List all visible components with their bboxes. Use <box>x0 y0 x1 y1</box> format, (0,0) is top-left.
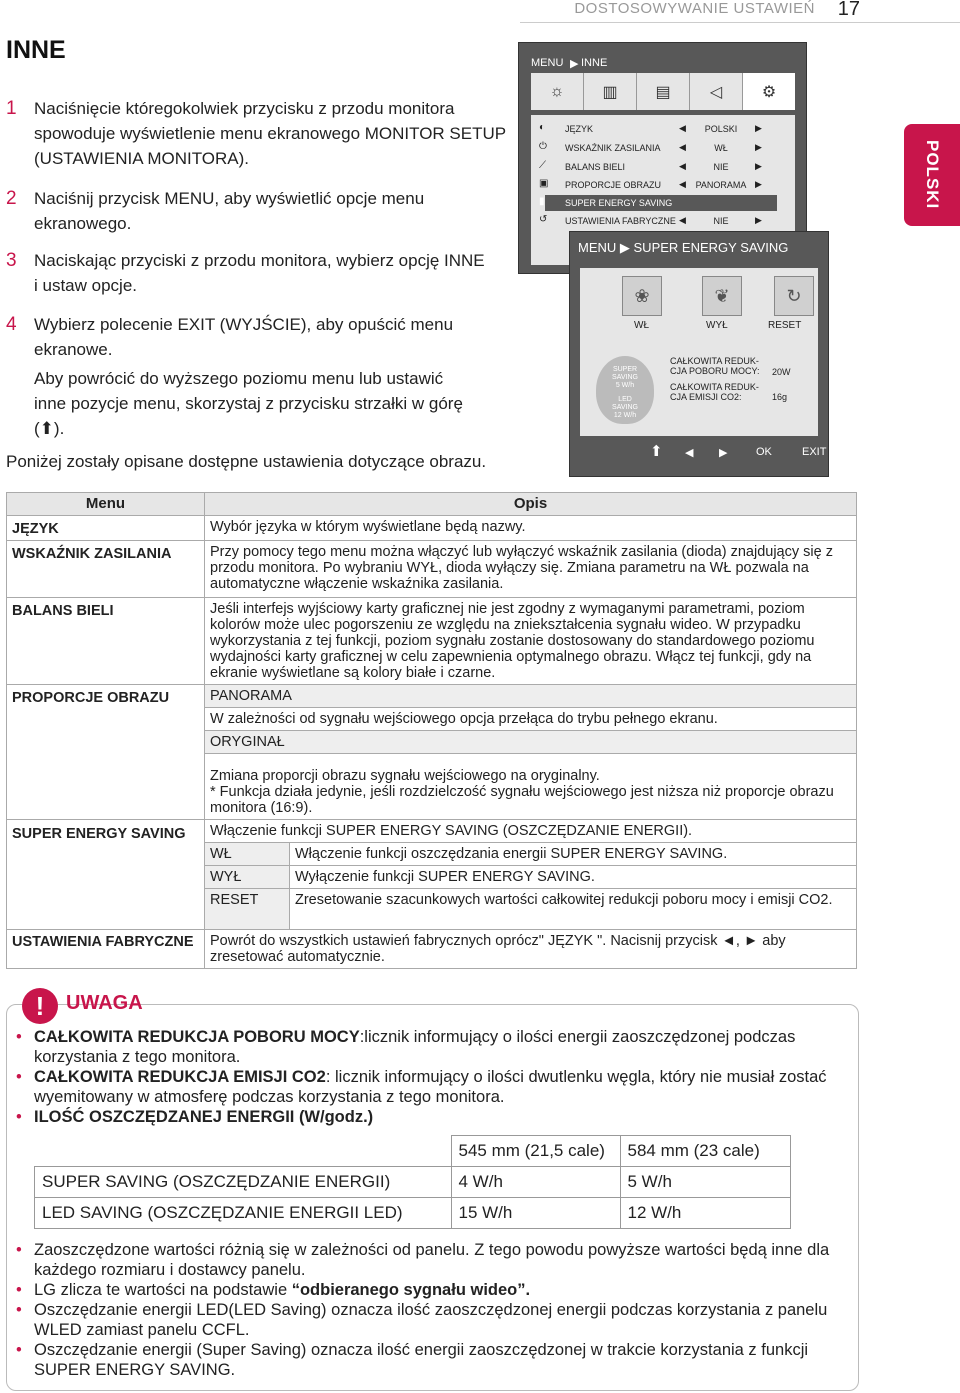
ses-off-label: WYŁ <box>706 320 728 331</box>
caution-title: UWAGA <box>66 992 143 1014</box>
osd-row-value: WŁ <box>714 143 728 153</box>
menu-cell: BALANS BIELI <box>7 598 205 685</box>
osd-path-menu: MENU <box>578 240 617 255</box>
step-text: Naciśnięcie któregokolwiek przycisku z przodu monitora spowoduje wyświetlenie menu ekranowego MONITOR SETUP (USTAWIENIA MONITORA). <box>34 99 506 168</box>
bullet-rest: :licznik informujący o ilości energii zaoszczędzonej podczas korzystania z tego monitora. <box>34 1028 796 1066</box>
table-cell: 4 W/h <box>451 1167 620 1198</box>
exit-button[interactable]: EXIT <box>802 446 827 458</box>
sub-value: Wyłączenie funkcji SUPER ENERGY SAVING. <box>290 866 857 889</box>
language-tab-label: POLSKI <box>923 140 942 210</box>
osd-row-fabryczne[interactable] <box>531 213 795 229</box>
bullet-text: Oszczędzanie energii (Super Saving) oznacza ilość energii zaoszczędzonej w trakcie korzystania z funkcji SUPER ENERGY SAVING. <box>34 1341 809 1379</box>
osd-ses-panel <box>580 268 818 436</box>
language-icon: ◐ <box>539 122 546 133</box>
ses-reset-icon[interactable]: ↻ <box>774 276 814 316</box>
bullet-item <box>16 1107 846 1127</box>
empty-cell <box>35 1136 452 1167</box>
header-rule <box>520 22 960 23</box>
arrow-left-icon[interactable]: ◀ <box>679 142 686 152</box>
menu-cell: USTAWIENIA FABRYCZNE <box>7 930 205 969</box>
osd-row-value: PANORAMA <box>695 180 747 190</box>
arrow-left-icon[interactable]: ◀ <box>679 123 686 133</box>
bullet-icon: • <box>16 1068 22 1086</box>
sub-key: WYŁ <box>205 866 290 889</box>
step-number: 4 <box>6 314 17 335</box>
osd-row-label: USTAWIENIA FABRYCZNE <box>565 216 676 226</box>
option-cell: PANORAMA <box>205 685 857 708</box>
bullet-rest: : licznik informujący o ilości dwutlenku węgla, który nie musiał zostać wyemitowany w atmosferę podczas korzystania z tego monitora. <box>34 1068 827 1106</box>
leaf-text: 5 W/h <box>615 382 635 389</box>
arrow-right-icon[interactable]: ▶ <box>719 447 728 459</box>
desc-cell: W zależności od sygnału wejściowego opcja przełąca do trybu pełnego ekranu. <box>205 708 857 731</box>
table-row <box>205 866 856 889</box>
desc-cell <box>205 820 857 930</box>
energy-table <box>34 1135 791 1229</box>
bullet-icon: • <box>16 1281 22 1299</box>
leaf-text: 12 W/h <box>613 412 637 419</box>
ses-subtable <box>205 842 856 929</box>
osd-row-label: PROPORCJE OBRAZU <box>565 180 662 190</box>
osd-breadcrumb <box>578 240 788 256</box>
bullet-item <box>16 1280 846 1300</box>
step-text: Naciskając przyciski z przodu monitora, wybierz opcję INNE i ustaw opcje. <box>34 251 485 295</box>
table-row <box>35 1136 791 1167</box>
bullet-icon: • <box>16 1301 22 1319</box>
stat-power-label: CAŁKOWITA REDUK-CJA POBORU MOCY: <box>670 356 760 376</box>
bullet-item <box>16 1340 846 1380</box>
desc-cell: Przy pomocy tego menu można włączyć lub wyłączyć wskaźnik zasilania (dioda) znajdujący się z przodu monitora. Po wybraniu WYŁ, dioda wyłączy się. Zmiana parametru na WŁ pozwala na automatyczne włączenie wskaźnika zasilania. <box>205 541 857 598</box>
step-text: Naciśnij przycisk MENU, aby wyświetlić opcje menu ekranowego. <box>34 189 425 233</box>
osd-row-label: WSKAŹNIK ZASILANIA <box>565 143 661 153</box>
bullet-item <box>16 1027 846 1067</box>
desc-cell <box>205 754 857 820</box>
step-text: Aby powrócić do wyższego poziomu menu lub ustawić inne pozycje menu, skorzystaj z przycisku strzałki w górę (⬆). <box>34 369 463 438</box>
chevron-right-icon: ▶ <box>619 240 634 255</box>
step-number: 2 <box>6 188 17 209</box>
arrow-left-icon[interactable]: ◀ <box>679 179 686 189</box>
osd-path-ses: SUPER ENERGY SAVING <box>633 240 789 255</box>
picture-icon[interactable]: ▤ <box>637 73 690 110</box>
chevron-right-icon: ▶ <box>570 58 579 70</box>
osd-row-jezyk[interactable] <box>531 121 795 137</box>
bullet-icon: • <box>16 1341 22 1359</box>
header-title: DOSTOSOWYWANIE USTAWIEŃ <box>574 0 815 17</box>
settings-table <box>6 492 857 969</box>
step-2 <box>6 186 506 236</box>
step-3 <box>6 248 486 298</box>
table-row <box>7 516 857 541</box>
bullet-bold: CAŁKOWITA REDUKCJA POBORU MOCY <box>34 1028 360 1046</box>
arrow-left-icon[interactable]: ◀ <box>685 447 694 459</box>
page-number: 17 <box>837 0 860 20</box>
osd-row-label: SUPER ENERGY SAVING <box>565 198 673 208</box>
bullet-text <box>34 1107 846 1127</box>
menu-cell: JĘZYK <box>7 516 205 541</box>
row-label: SUPER SAVING (OSZCZĘDZANIE ENERGII) <box>35 1167 452 1198</box>
leaf-saving-icon <box>596 356 654 424</box>
osd-row-value: POLSKI <box>704 124 738 134</box>
osd-tab-icons <box>531 73 795 110</box>
bullet-icon: • <box>16 1241 22 1259</box>
table-row <box>35 1198 791 1229</box>
step-note <box>6 366 476 441</box>
aspect-icon: ▣ <box>539 178 549 189</box>
bullet-rest: LG zlicza te wartości na podstawie <box>34 1281 292 1299</box>
arrow-right-icon[interactable]: ▶ <box>755 161 762 171</box>
bullet-item <box>16 1300 846 1340</box>
desc-cell: Wybór języka w którym wyświetlane będą nazwy. <box>205 516 857 541</box>
arrow-left-icon[interactable]: ◀ <box>679 215 686 225</box>
arrow-right-icon[interactable]: ▶ <box>755 123 762 133</box>
stat-co2-label: CAŁKOWITA REDUK-CJA EMISJI CO2: <box>670 382 759 402</box>
section-title: INNE <box>6 36 66 64</box>
table-row <box>35 1167 791 1198</box>
table-row <box>205 889 856 930</box>
step-1 <box>6 96 506 171</box>
desc-note: * Funkcja działa jedynie, jeśli rozdzielczość sygnału wejściowego jest niższa niż proporcje obrazu monitora (16:9). <box>210 784 834 816</box>
menu-cell: PROPORCJE OBRAZU <box>7 685 205 820</box>
leaf-text: SUPER <box>612 366 638 373</box>
bullet-item <box>16 1240 846 1280</box>
table-row <box>205 843 856 866</box>
bullet-text <box>34 1280 846 1300</box>
table-row <box>7 685 857 708</box>
desc-text: Włączenie funkcji SUPER ENERGY SAVING (OSZCZĘDZANIE ENERGII). <box>210 823 693 839</box>
osd-row-proporcje[interactable] <box>531 177 795 193</box>
menu-cell: SUPER ENERGY SAVING <box>7 820 205 930</box>
table-row <box>7 930 857 969</box>
gear-icon[interactable]: ⚙ <box>743 73 795 110</box>
col-header-menu: Menu <box>7 493 205 516</box>
ses-reset-label: RESET <box>768 320 802 331</box>
bullet-text <box>34 1027 846 1067</box>
ses-on-icon[interactable]: ❀ <box>622 276 662 316</box>
table-cell: 15 W/h <box>451 1198 620 1229</box>
bars-icon[interactable]: ▥ <box>584 73 637 110</box>
osd-row-label: BALANS BIELI <box>565 162 626 172</box>
bullet-text: Zaoszczędzone wartości różnią się w zależności od panelu. Z tego powodu powyższe wartości będą inne dla każdego rozmiaru i dostawcy panelu. <box>34 1241 830 1279</box>
bullet-bold: “odbieranego sygnału wideo”. <box>291 1281 531 1299</box>
table-cell: 5 W/h <box>620 1167 790 1198</box>
desc-cell: Powrót do wszystkich ustawień fabrycznych oprócz" JĘZYK ". Nacisnij przycisk ◄, ► aby zresetować automatycznie. <box>205 930 857 969</box>
stat-power-value: 20W <box>772 367 791 377</box>
bullet-item <box>16 1067 846 1107</box>
menu-cell: WSKAŹNIK ZASILANIA <box>7 541 205 598</box>
osd-path-inne: INNE <box>581 57 608 69</box>
bullet-icon: • <box>16 1028 22 1046</box>
desc-cell: Jeśli interfejs wyjściowy karty graficznej nie jest zgodny z wymaganymi parametrami, poziom kolorów może ulec pogorszeniu ze względu na zniekształcenia sygnału wideo. W przypadku wykorzystania z tej funkcji, poziom sygnału zostanie dostosowany do standardowego poziomu wydajności karty graficznej w celu zapewnienia optymalnego obrazu. Włącz tej funkcji, gdy na ekranie wyświetlane są kolory białe i czarne. <box>205 598 857 685</box>
table-header-row <box>7 493 857 516</box>
sub-value: Zresetowanie szacunkowych wartości całkowitej redukcji poboru mocy i emisji CO2. <box>290 889 857 930</box>
reset-icon: ↺ <box>539 214 548 225</box>
arrow-left-icon[interactable]: ◀ <box>679 161 686 171</box>
sub-key: WŁ <box>205 843 290 866</box>
step-number: 3 <box>6 250 17 271</box>
col-header-desc: Opis <box>205 493 857 516</box>
bullet-bold: CAŁKOWITA REDUKCJA EMISJI CO2 <box>34 1068 326 1086</box>
sun-icon[interactable]: ☼ <box>531 73 584 110</box>
leaf-icon: ▮ <box>539 196 545 207</box>
arrow-right-icon[interactable]: ▶ <box>755 142 762 152</box>
osd-row-balans[interactable] <box>531 159 795 175</box>
option-cell: ORYGINAŁ <box>205 731 857 754</box>
leaf-text: LED <box>618 396 632 403</box>
language-tab <box>904 124 960 226</box>
row-label: LED SAVING (OSZCZĘDZANIE ENERGII LED) <box>35 1198 452 1229</box>
step-number: 1 <box>6 98 17 119</box>
sub-key: RESET <box>205 889 290 930</box>
osd-path-menu: MENU <box>531 57 564 69</box>
osd-row-value: NIE <box>713 162 729 172</box>
up-arrow-icon[interactable]: ⬆ <box>650 443 663 460</box>
col-header: 584 mm (23 cale) <box>620 1136 790 1167</box>
table-row <box>7 541 857 598</box>
step-text: Wybierz polecenie EXIT (WYJŚCIE), aby opuścić menu ekranowe. <box>34 315 454 359</box>
bullet-text <box>34 1067 846 1107</box>
ok-button[interactable]: OK <box>756 446 772 458</box>
table-cell: 12 W/h <box>620 1198 790 1229</box>
osd-row-wskaznik[interactable] <box>531 140 795 156</box>
graph-icon: ⟋ <box>539 160 546 171</box>
osd-row-value: NIE <box>713 216 729 226</box>
intro-text: Poniżej zostały opisane dostępne ustawienia dotyczące obrazu. <box>6 452 487 471</box>
table-row <box>7 820 857 930</box>
stat-co2-value: 16g <box>772 392 788 402</box>
col-header: 545 mm (21,5 cale) <box>451 1136 620 1167</box>
ses-off-icon[interactable]: ❦ <box>702 276 742 316</box>
bullet-text: Oszczędzanie energii LED(LED Saving) oznacza ilość zaoszczędzonej energii podczas korzystania z panelu WLED zamiast panelu CCFL. <box>34 1301 828 1339</box>
sub-value: Włączenie funkcji oszczędzania energii SUPER ENERGY SAVING. <box>290 843 857 866</box>
bullet-bold: ILOŚĆ OSZCZĘDZANEJ ENERGII (W/godz.) <box>34 1108 374 1126</box>
arrow-right-icon[interactable]: ▶ <box>755 179 762 189</box>
ses-on-label: WŁ <box>634 320 649 331</box>
desc-text: Zmiana proporcji obrazu sygnału wejściowego na oryginalny. <box>210 768 600 784</box>
speaker-icon[interactable]: ◁ <box>690 73 743 110</box>
warning-icon: ! <box>22 988 58 1024</box>
osd-breadcrumb <box>519 43 806 73</box>
table-row <box>7 598 857 685</box>
osd-row-ses[interactable] <box>539 195 777 211</box>
leaf-text: SAVING <box>612 404 638 411</box>
arrow-right-icon[interactable]: ▶ <box>755 215 762 225</box>
step-4 <box>6 312 456 362</box>
leaf-text: SAVING <box>612 374 638 381</box>
osd-row-label: JĘZYK <box>565 124 594 134</box>
osd-ses-menu <box>569 231 829 477</box>
power-icon: ⏻ <box>539 141 547 152</box>
bullet-icon: • <box>16 1108 22 1126</box>
